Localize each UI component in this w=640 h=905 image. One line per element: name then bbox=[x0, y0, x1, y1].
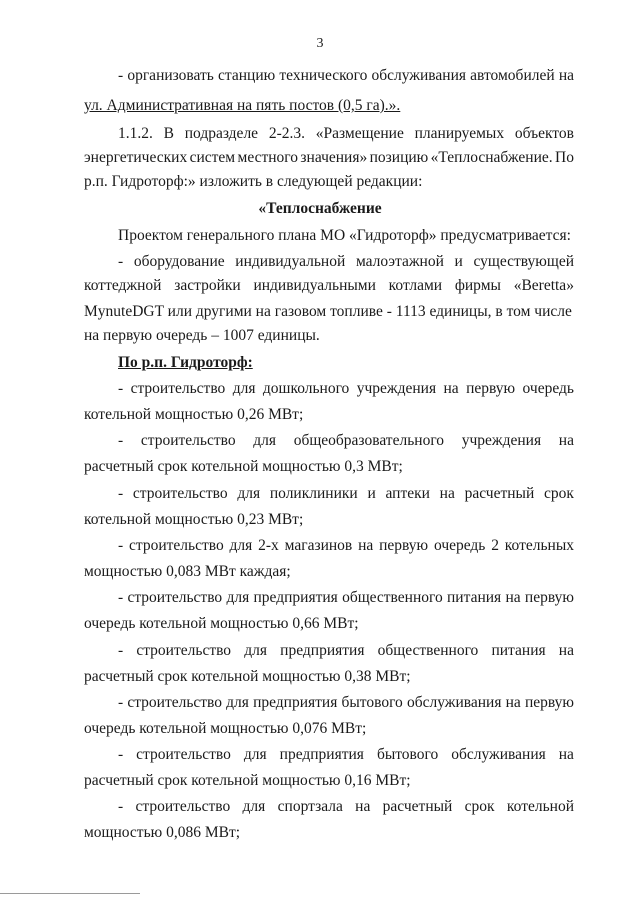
word: общественного bbox=[377, 642, 479, 659]
word: питания bbox=[491, 642, 546, 659]
word: 2-2.3. bbox=[268, 125, 305, 142]
word: предприятия bbox=[280, 642, 365, 659]
text-line: MynuteDGT или другими на газовом топливе - 1113 единицы, в том числе bbox=[84, 303, 572, 320]
word: В bbox=[163, 125, 174, 142]
word: для bbox=[226, 694, 249, 711]
word: для bbox=[237, 485, 261, 502]
text-line bbox=[118, 641, 574, 661]
word: - bbox=[118, 253, 124, 270]
word: индивидуальной bbox=[235, 253, 346, 270]
word: подразделе bbox=[184, 125, 259, 142]
word: на bbox=[355, 798, 371, 815]
word: строительство bbox=[129, 537, 224, 554]
text-line bbox=[118, 66, 574, 86]
word: существующей bbox=[473, 253, 574, 270]
text-line: «Теплоснабжение bbox=[258, 200, 382, 217]
text-line: на первую очередь – 1007 единицы. bbox=[84, 327, 320, 344]
word: котельной bbox=[506, 798, 574, 815]
text-line: р.п. Гидроторф:» изложить в следующей редакции: bbox=[84, 173, 423, 190]
word: - bbox=[118, 67, 124, 84]
word: строительство bbox=[127, 589, 223, 606]
footnote-divider bbox=[0, 893, 140, 894]
word: - bbox=[118, 537, 124, 554]
word: бытового bbox=[376, 746, 439, 763]
word: строительство bbox=[136, 642, 232, 659]
word: систем bbox=[189, 149, 236, 166]
word: обслуживания bbox=[451, 746, 546, 763]
word: энергетических bbox=[84, 149, 188, 166]
word: предприятия bbox=[253, 694, 338, 711]
text-line: ул. Административная на пять постов (0,5 га).». bbox=[84, 97, 401, 114]
text-line: очередь котельной мощностью 0,66 МВт; bbox=[84, 615, 359, 632]
word: для bbox=[243, 746, 267, 763]
word: на bbox=[558, 432, 574, 449]
word: обслуживания bbox=[371, 67, 466, 84]
word: 2-х bbox=[258, 537, 279, 554]
word: поликлиники bbox=[269, 485, 358, 502]
word: на bbox=[505, 589, 521, 606]
word: расчетный bbox=[382, 798, 453, 815]
word: на bbox=[558, 642, 574, 659]
text-line bbox=[118, 693, 574, 713]
text-line bbox=[118, 124, 574, 144]
word: аптеки bbox=[385, 485, 430, 502]
word: - bbox=[118, 432, 124, 449]
word: спортзала bbox=[277, 798, 343, 815]
text-line: мощностью 0,083 МВт каждая; bbox=[84, 563, 291, 580]
word: станцию bbox=[218, 67, 276, 84]
word: строительство bbox=[130, 380, 226, 397]
word: расчетный bbox=[464, 485, 535, 502]
word: для bbox=[226, 589, 250, 606]
word: По bbox=[555, 149, 574, 166]
word: организовать bbox=[127, 67, 214, 84]
word: и bbox=[367, 485, 376, 502]
word: для bbox=[244, 642, 267, 659]
word: котлами bbox=[388, 277, 443, 294]
word: малоэтажной bbox=[355, 253, 444, 270]
word: - bbox=[118, 380, 124, 397]
word: бытового bbox=[341, 694, 403, 711]
word: на bbox=[439, 485, 455, 502]
word: - bbox=[118, 694, 124, 711]
word: магазинов bbox=[284, 537, 353, 554]
word: - bbox=[118, 589, 124, 606]
text-line: котельной мощностью 0,26 МВт; bbox=[84, 406, 304, 423]
word: строительство bbox=[127, 694, 223, 711]
text-line bbox=[118, 252, 574, 272]
word: строительство bbox=[140, 432, 236, 449]
text-line: По р.п. Гидроторф: bbox=[118, 354, 253, 371]
word: - bbox=[118, 485, 124, 502]
text-line: Проектом генерального плана МО «Гидроторф» предусматривается: bbox=[118, 227, 571, 244]
word: застройки bbox=[174, 277, 241, 294]
text-line: расчетный срок котельной мощностью 0,38 МВт; bbox=[84, 668, 411, 685]
text-line: расчетный срок котельной мощностью 0,3 МВт; bbox=[84, 458, 403, 475]
word: строительство bbox=[136, 746, 231, 763]
word: первую bbox=[524, 589, 574, 606]
word: автомобилей bbox=[470, 67, 555, 84]
word: фирмы bbox=[454, 277, 501, 294]
word: строительство bbox=[135, 798, 231, 815]
word: питания bbox=[447, 589, 502, 606]
word: обслуживания bbox=[406, 694, 502, 711]
word: первую bbox=[379, 537, 429, 554]
word: 1.1.2. bbox=[118, 125, 153, 142]
word: строительство bbox=[132, 485, 228, 502]
text-line bbox=[84, 276, 574, 296]
word: технического bbox=[279, 67, 368, 84]
word: срок bbox=[464, 798, 495, 815]
word: на bbox=[443, 380, 459, 397]
text-line bbox=[118, 379, 574, 399]
word: учреждения bbox=[356, 380, 437, 397]
page-number: 3 bbox=[316, 36, 324, 51]
word: общественного bbox=[342, 589, 443, 606]
word: дошкольного bbox=[262, 380, 350, 397]
word: значения» bbox=[300, 149, 368, 166]
text-line: мощностью 0,086 МВт; bbox=[84, 824, 241, 841]
word: «Размещение bbox=[315, 125, 404, 142]
word: для bbox=[253, 432, 277, 449]
text-line bbox=[118, 536, 574, 556]
word: местного bbox=[237, 149, 299, 166]
word: - bbox=[118, 746, 124, 763]
word: на bbox=[505, 694, 521, 711]
word: очередь bbox=[522, 380, 574, 397]
text-line: очередь котельной мощностью 0,076 МВт; bbox=[84, 720, 367, 737]
word: планируемых bbox=[414, 125, 505, 142]
text-line: котельной мощностью 0,23 МВт; bbox=[84, 511, 304, 528]
word: - bbox=[118, 798, 124, 815]
text-line bbox=[118, 484, 574, 504]
word: позицию bbox=[369, 149, 429, 166]
word: и bbox=[454, 253, 463, 270]
word: коттеджной bbox=[84, 277, 162, 294]
word: учреждения bbox=[461, 432, 542, 449]
word: 2 bbox=[491, 537, 499, 554]
word: индивидуальными bbox=[253, 277, 376, 294]
text-line: расчетный срок котельной мощностью 0,16 МВт; bbox=[84, 772, 411, 789]
word: общеобразовательного bbox=[293, 432, 445, 449]
word: для bbox=[229, 537, 253, 554]
word: предприятия bbox=[253, 589, 338, 606]
word: для bbox=[242, 798, 266, 815]
text-line bbox=[118, 797, 574, 817]
text-line bbox=[84, 148, 574, 168]
word: первую bbox=[524, 694, 574, 711]
word: - bbox=[118, 642, 124, 659]
word: на bbox=[558, 67, 574, 84]
text-line bbox=[118, 745, 574, 765]
word: на bbox=[358, 537, 374, 554]
word: для bbox=[232, 380, 256, 397]
word: первую bbox=[466, 380, 516, 397]
text-line bbox=[118, 588, 574, 608]
word: котельных bbox=[504, 537, 574, 554]
word: предприятия bbox=[279, 746, 364, 763]
word: «Beretta» bbox=[513, 277, 574, 294]
word: объектов bbox=[514, 125, 574, 142]
word: «Теплоснабжение. bbox=[430, 149, 553, 166]
word: на bbox=[558, 746, 574, 763]
text-line bbox=[118, 431, 574, 451]
word: оборудование bbox=[133, 253, 225, 270]
word: срок bbox=[543, 485, 574, 502]
word: очередь bbox=[433, 537, 486, 554]
